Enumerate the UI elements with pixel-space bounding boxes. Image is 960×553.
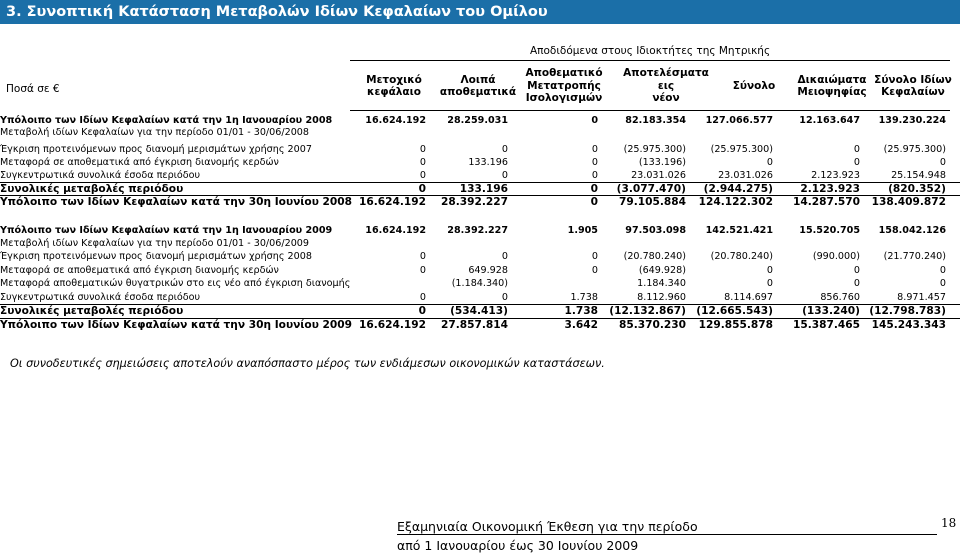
row-value: (990.000) — [812, 251, 860, 262]
row-value: 145.243.343 — [871, 319, 946, 331]
row-value: 0 — [853, 157, 860, 168]
row-value: 158.042.126 — [878, 225, 946, 236]
row-value: (1.184.340) — [451, 278, 508, 289]
row-value: (2.944.275) — [703, 183, 773, 195]
row-value: (21.770.240) — [883, 251, 946, 262]
row-value: 28.259.031 — [447, 115, 508, 126]
row-label: Μεταφορά σε αποθεματικά από έγκριση διανομής κερδών — [0, 265, 279, 276]
row-value: 23.031.026 — [631, 170, 686, 181]
column-header-retained-earnings: Αποτελέσματα εις νέον — [623, 67, 709, 105]
row-value: 16.624.192 — [365, 115, 426, 126]
super-header: Αποδιδόμενα στους Ιδιοκτήτες της Μητρικής — [530, 45, 771, 57]
row-value: 8.112.960 — [637, 292, 686, 303]
row-value: 0 — [419, 251, 426, 262]
row-value: 0 — [501, 144, 508, 155]
row-value: 1.905 — [567, 225, 598, 236]
row-value: 0 — [418, 183, 426, 195]
header-rule-top — [350, 60, 950, 61]
row-value: 133.196 — [459, 183, 508, 195]
row-value: 0 — [591, 157, 598, 168]
row-value: 15.387.465 — [792, 319, 860, 331]
row-value: 127.066.577 — [705, 115, 773, 126]
column-header-total-equity: Σύνολο Ιδίων Κεφαλαίων — [874, 73, 952, 98]
row-value: (649.928) — [638, 265, 686, 276]
row-value: 0 — [419, 144, 426, 155]
table-row — [0, 169, 960, 182]
row-label: Συνολικές μεταβολές περιόδου — [0, 183, 184, 195]
amounts-label: Ποσά σε € — [6, 83, 60, 95]
row-value: 0 — [591, 115, 598, 126]
row-value: 27.857.814 — [440, 319, 508, 331]
row-label: Υπόλοιπο των Ιδίων Κεφαλαίων κατά την 1η Ιανουαρίου 2009 — [0, 225, 333, 236]
row-value: 15.520.705 — [799, 225, 860, 236]
row-value: 1.184.340 — [637, 278, 686, 289]
table-row — [0, 126, 960, 139]
row-value: 0 — [766, 157, 773, 168]
row-value: 97.503.098 — [625, 225, 686, 236]
row-value: 142.521.421 — [705, 225, 773, 236]
row-value: 23.031.026 — [718, 170, 773, 181]
row-value: (20.780.240) — [623, 251, 686, 262]
row-value: 0 — [766, 265, 773, 276]
row-value: (25.975.300) — [710, 144, 773, 155]
column-header-translation-reserve: Αποθεματικό Μετατροπής Ισολογισμών — [525, 67, 603, 105]
row-value: 1.738 — [570, 292, 598, 303]
row-label: Υπόλοιπο των Ιδίων Κεφαλαίων κατά την 30η Ιουνίου 2009 — [0, 319, 353, 331]
row-value: 1.738 — [564, 305, 598, 317]
row-label: Συνολικές μεταβολές περιόδου — [0, 305, 184, 317]
table-row — [0, 143, 960, 156]
footer-rule — [397, 534, 937, 535]
column-header-total: Σύνολο — [732, 79, 776, 92]
header-rule-bottom — [350, 110, 950, 111]
row-label: Υπόλοιπο των Ιδίων Κεφαλαίων κατά την 1η Ιανουαρίου 2008 — [0, 115, 333, 126]
row-value: (133.240) — [802, 305, 860, 317]
column-header-share-capital: Μετοχικό κεφάλαιο — [366, 73, 422, 98]
table-row — [0, 291, 960, 304]
row-value: 0 — [939, 278, 946, 289]
table-row — [0, 195, 960, 209]
row-label: Μεταβολή ιδίων Κεφαλαίων για την περίοδο 01/01 - 30/06/2009 — [0, 238, 310, 249]
row-value: 139.230.224 — [878, 115, 946, 126]
footer-report-title: Εξαμηνιαία Οικονομική Έκθεση για την περίοδο — [397, 519, 698, 534]
row-value: 3.642 — [564, 319, 598, 331]
row-value: 0 — [501, 292, 508, 303]
row-value: 2.123.923 — [811, 170, 860, 181]
row-value: 2.123.923 — [800, 183, 860, 195]
row-value: 0 — [591, 265, 598, 276]
row-value: 16.624.192 — [358, 319, 426, 331]
row-value: 12.163.647 — [799, 115, 860, 126]
row-value: 0 — [591, 144, 598, 155]
row-value: 0 — [419, 157, 426, 168]
row-value: 124.122.302 — [698, 196, 773, 208]
row-value: 0 — [501, 251, 508, 262]
row-value: (12.798.783) — [869, 305, 946, 317]
row-value: (3.077.470) — [616, 183, 686, 195]
table-row — [0, 318, 960, 332]
row-label: Έγκριση προτεινόμενων προς διανομή μερισμάτων χρήσης 2007 — [0, 144, 312, 155]
row-value: (25.975.300) — [883, 144, 946, 155]
row-value: 0 — [853, 144, 860, 155]
row-value: 0 — [590, 183, 598, 195]
section-title: 3. Συνοπτική Κατάσταση Μεταβολών Ιδίων Κεφαλαίων του Ομίλου — [0, 0, 960, 24]
row-value: 0 — [419, 265, 426, 276]
row-value: 16.624.192 — [365, 225, 426, 236]
row-label: Συγκεντρωτικά συνολικά έσοδα περιόδου — [0, 292, 201, 303]
table-row — [0, 182, 960, 196]
row-value: 0 — [853, 278, 860, 289]
table-row — [0, 156, 960, 169]
row-value: 0 — [591, 251, 598, 262]
row-value: 8.114.697 — [724, 292, 773, 303]
table-row — [0, 304, 960, 318]
row-value: 8.971.457 — [897, 292, 946, 303]
row-value: 0 — [501, 170, 508, 181]
row-value: 133.196 — [468, 157, 508, 168]
row-label: Μεταφορά σε αποθεματικά από έγκριση διανομής κερδών — [0, 157, 279, 168]
row-value: 0 — [418, 305, 426, 317]
row-label: Συγκεντρωτικά συνολικά έσοδα περιόδου — [0, 170, 201, 181]
row-value: 79.105.884 — [618, 196, 686, 208]
page-number: 18 — [941, 516, 957, 530]
row-value: 0 — [591, 170, 598, 181]
row-value: (12.665.543) — [696, 305, 773, 317]
row-value: 0 — [419, 292, 426, 303]
row-value: 0 — [853, 265, 860, 276]
row-value: 129.855.878 — [698, 319, 773, 331]
row-value: (20.780.240) — [710, 251, 773, 262]
row-value: 0 — [590, 196, 598, 208]
table-row — [0, 237, 960, 250]
row-value: (12.132.867) — [609, 305, 686, 317]
row-value: 0 — [939, 265, 946, 276]
row-value: 0 — [766, 278, 773, 289]
row-value: 14.287.570 — [792, 196, 860, 208]
row-label: Μεταφορά αποθεματικών θυγατρικών στο εις νέο από έγκριση διανομής — [0, 278, 351, 289]
row-value: 138.409.872 — [871, 196, 946, 208]
row-value: 856.760 — [820, 292, 860, 303]
row-label: Μεταβολή ιδίων Κεφαλαίων για την περίοδο 01/01 - 30/06/2008 — [0, 127, 310, 138]
table-row — [0, 224, 960, 237]
row-value: 85.370.230 — [618, 319, 686, 331]
footer-report-period: από 1 Ιανουαρίου έως 30 Ιουνίου 2009 — [397, 538, 639, 553]
row-value: 25.154.948 — [891, 170, 946, 181]
row-label: Έγκριση προτεινόμενων προς διανομή μερισμάτων χρήσης 2008 — [0, 251, 312, 262]
table-row — [0, 250, 960, 263]
table-row — [0, 277, 960, 290]
row-label: Υπόλοιπο των Ιδίων Κεφαλαίων κατά την 30η Ιουνίου 2008 — [0, 196, 353, 208]
row-value: 28.392.227 — [440, 196, 508, 208]
row-value: 0 — [419, 170, 426, 181]
row-value: 82.183.354 — [625, 115, 686, 126]
row-value: (534.413) — [450, 305, 508, 317]
row-value: 0 — [939, 157, 946, 168]
table-row — [0, 264, 960, 277]
row-value: 16.624.192 — [358, 196, 426, 208]
row-value: 28.392.227 — [447, 225, 508, 236]
row-value: 649.928 — [468, 265, 508, 276]
row-value: (133.196) — [638, 157, 686, 168]
footnote: Οι συνοδευτικές σημειώσεις αποτελούν αναπόσπαστο μέρος των ενδιάμεσων οικονομικών καταστάσεων. — [10, 357, 605, 370]
column-header-minority-interest: Δικαιώματα Μειοψηφίας — [797, 73, 867, 98]
column-header-other-reserves: Λοιπά αποθεματικά — [439, 73, 517, 98]
row-value: (820.352) — [888, 183, 946, 195]
row-value: (25.975.300) — [623, 144, 686, 155]
